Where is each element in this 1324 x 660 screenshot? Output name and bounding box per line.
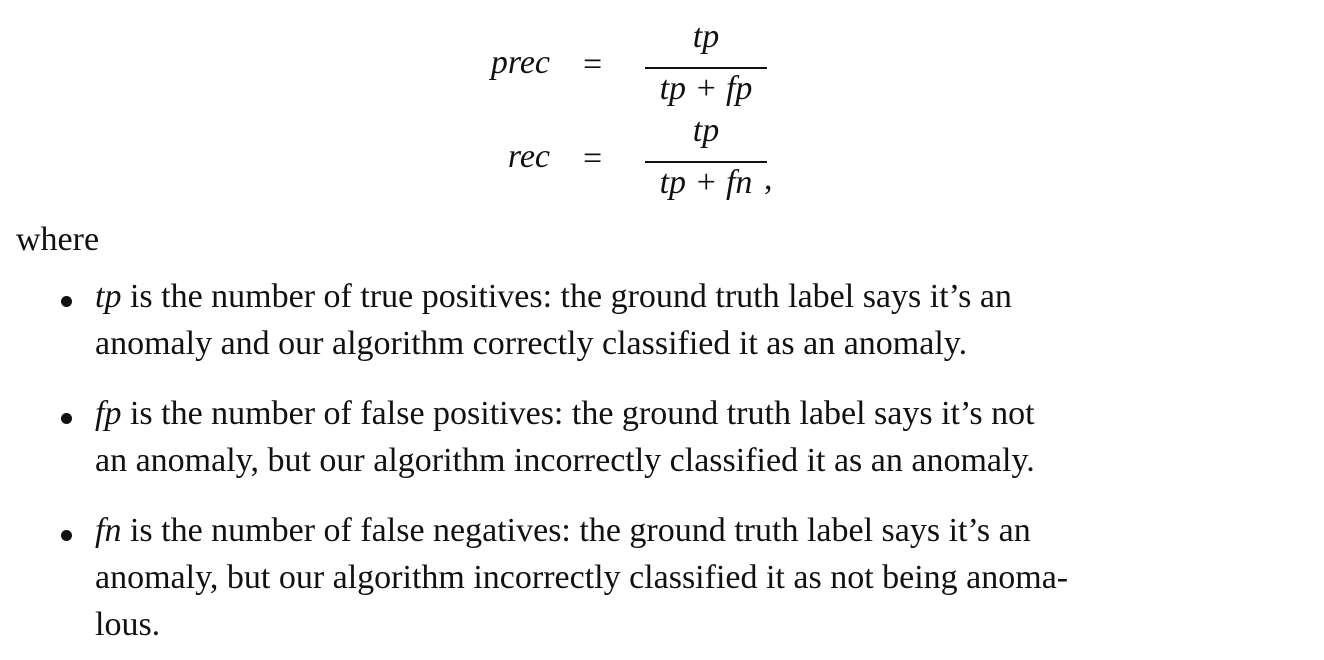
equation-prec-lhs: prec — [490, 44, 550, 81]
bullet-dot-3 — [61, 530, 72, 541]
bullet-dot-2 — [61, 413, 72, 424]
where-label: where — [16, 221, 100, 258]
bullet-3-text-1: is the number of false negatives: the ground truth label says it’s an — [121, 512, 1031, 549]
equation-prec-numerator: tp — [692, 18, 720, 55]
bullet-1-line-1 — [95, 278, 1012, 316]
equation-rec-denominator: tp + fn — [659, 164, 753, 201]
equation-rec-trailing-comma: , — [764, 160, 773, 197]
bullet-1-line-2: anomaly and our algorithm correctly classified it as an anomaly. — [95, 325, 968, 362]
bullet-2-line-2: an anomaly, but our algorithm incorrectly classified it as an anomaly. — [95, 442, 1035, 479]
bullet-2-symbol: fp — [95, 395, 122, 432]
bullet-2-text-1: is the number of false positives: the ground truth label says it’s not — [121, 395, 1035, 432]
equation-prec-fraction-bar — [645, 67, 767, 69]
bullet-3-line-2: anomaly, but our algorithm incorrectly classified it as not being anoma- — [95, 559, 1069, 596]
bullet-1-text-1: is the number of true positives: the ground truth label says it’s an — [121, 278, 1012, 315]
bullet-3-line-3: lous. — [95, 606, 161, 643]
bullet-dot-1 — [61, 296, 72, 307]
equation-rec-numerator: tp — [692, 112, 720, 149]
equation-rec-fraction-bar — [645, 161, 767, 163]
equation-prec-equals: = — [583, 46, 603, 83]
bullet-1-symbol: tp — [95, 278, 122, 315]
equation-prec-denominator: tp + fp — [659, 70, 753, 107]
bullet-3-line-1 — [95, 512, 1031, 550]
bullet-3-symbol: fn — [95, 512, 122, 549]
equation-rec-equals: = — [583, 140, 603, 177]
equation-rec-lhs: rec — [507, 138, 550, 175]
bullet-2-line-1 — [95, 395, 1035, 433]
